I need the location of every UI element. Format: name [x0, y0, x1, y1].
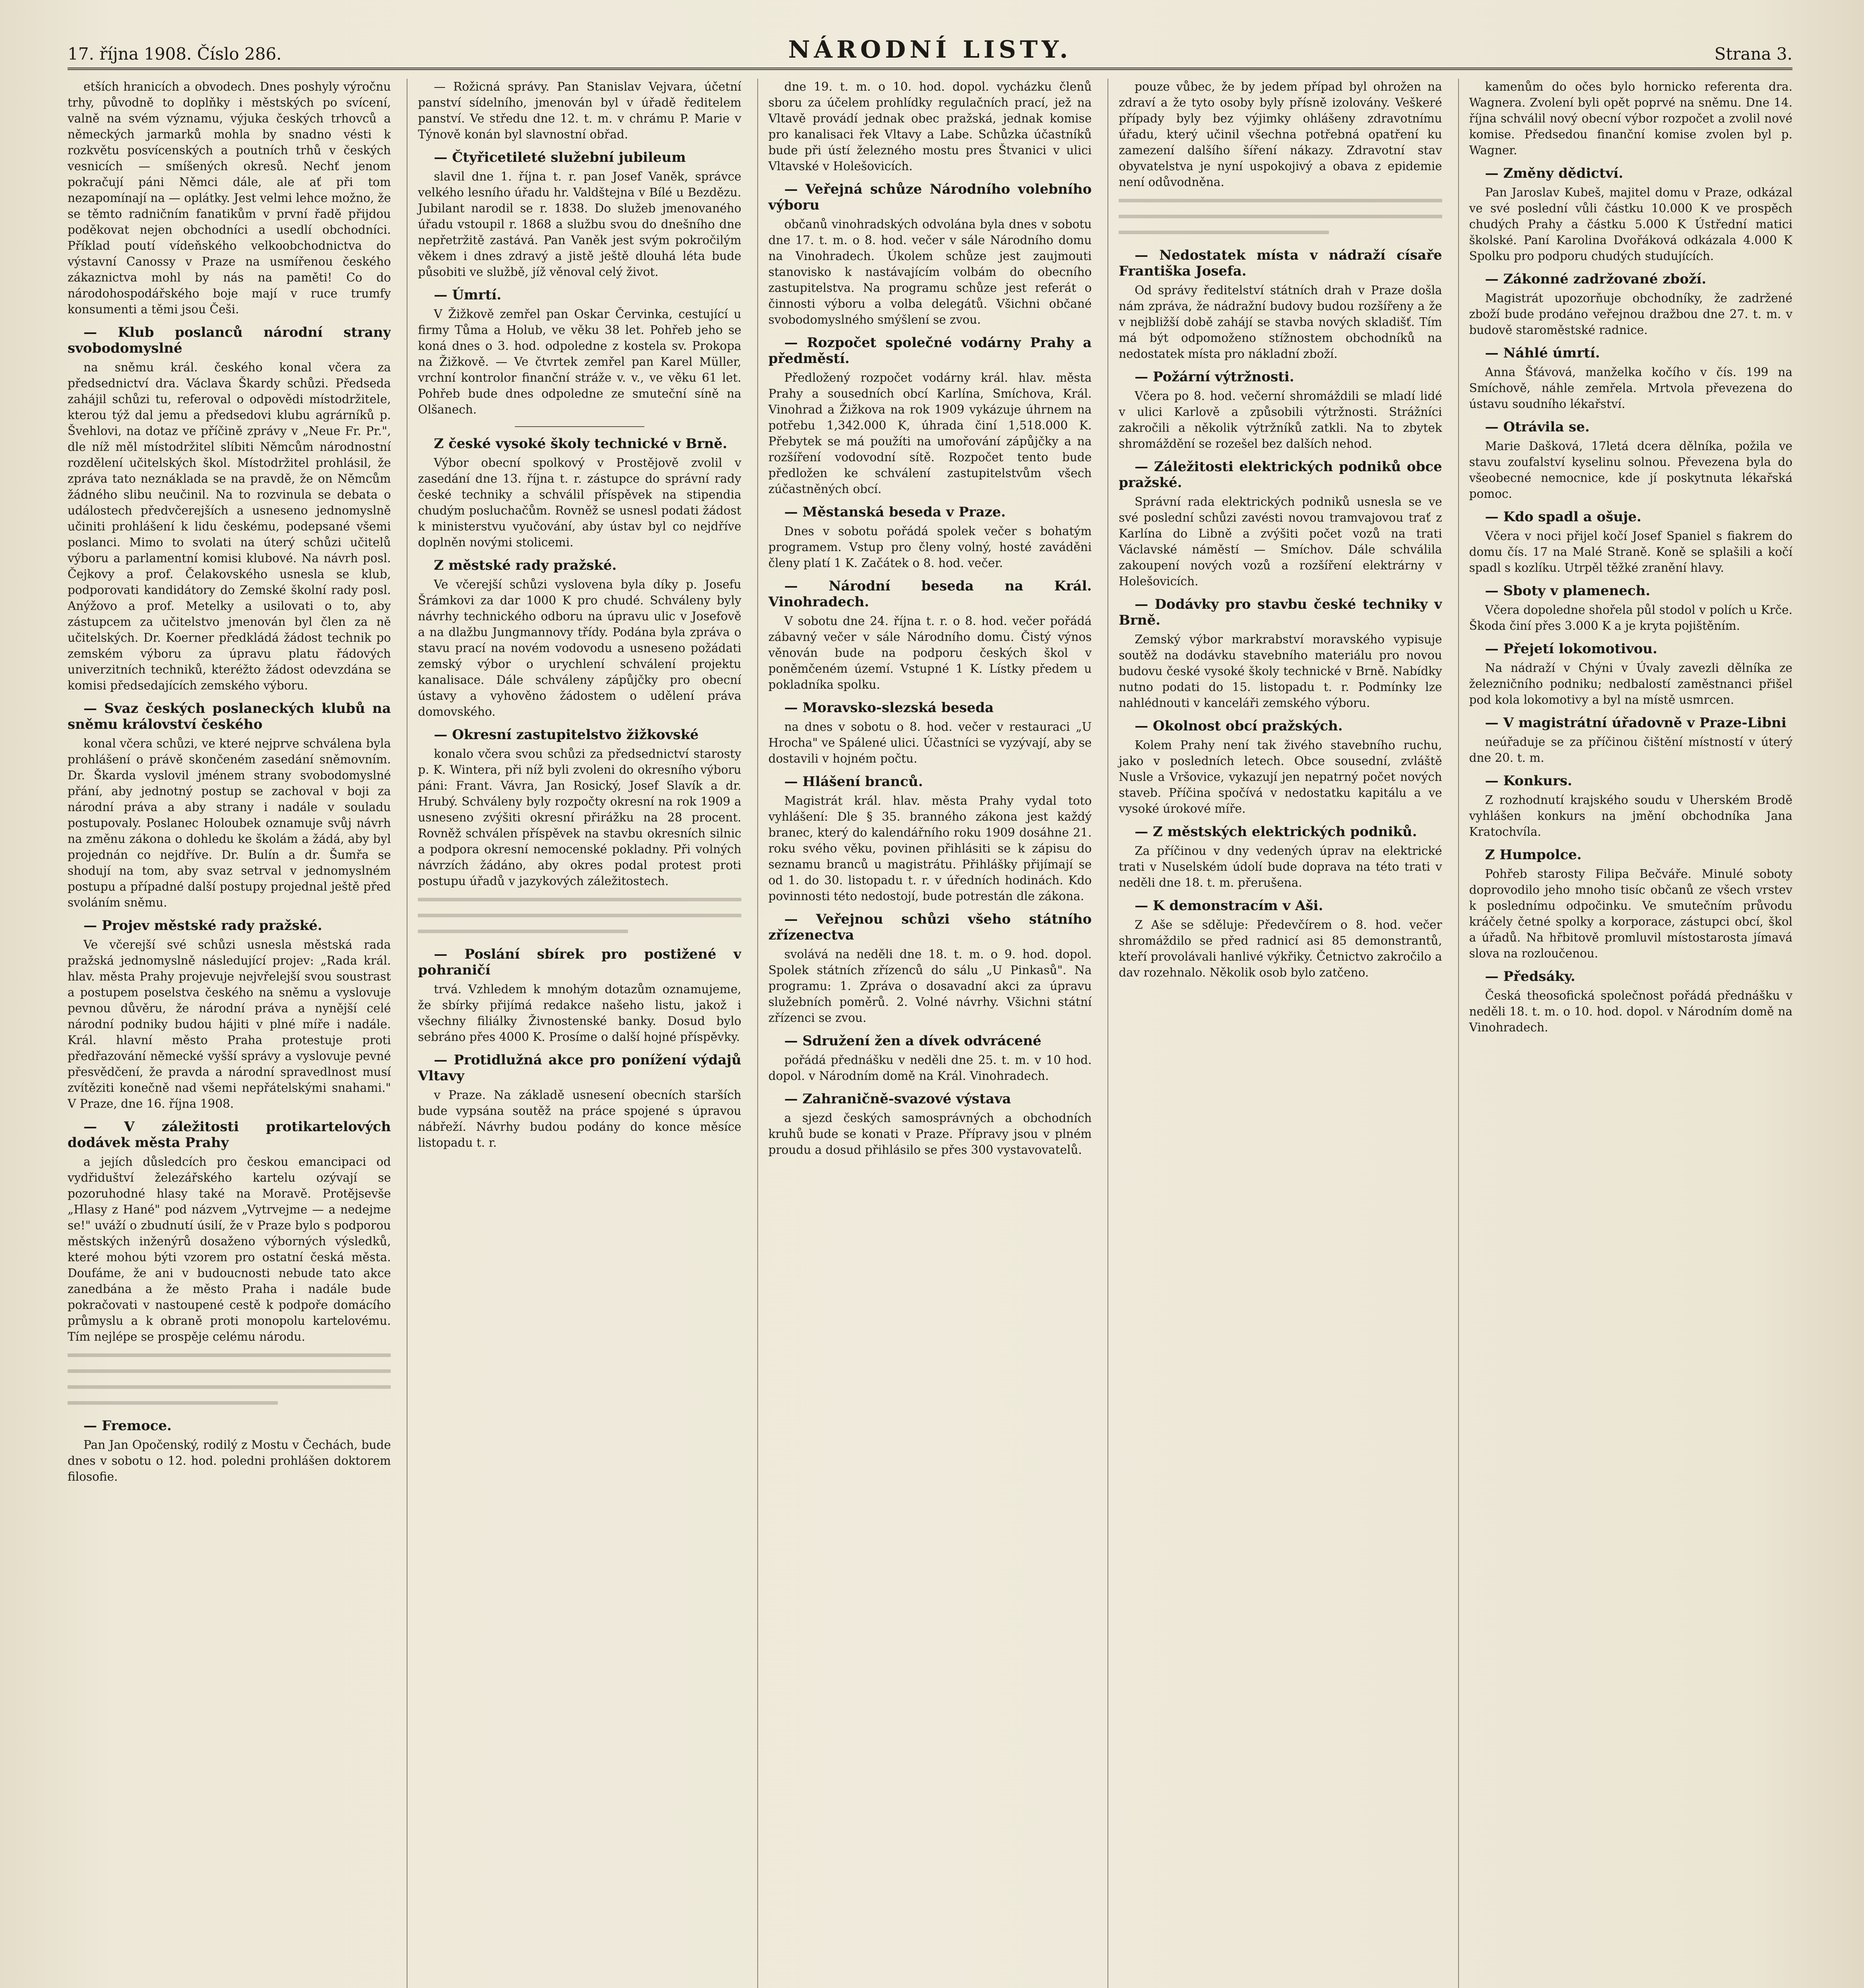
- column-2: [407, 79, 741, 1988]
- article-text: pořádá přednášku v neděli dne 25. t. m. v 10 hod. dopol. v Národním domě na Král. Vinohradech.: [768, 1053, 1092, 1083]
- article-text: Zemský výbor markrabství moravského vypisuje soutěž na dodávku stavebního materiálu pro novou budovu české vysoké školy technické v Brně. Nabídky nutno podati do 15. listopadu t. r. Podmínky lze nahlédnouti v kanceláři zemského výboru.: [1119, 633, 1442, 710]
- article-heading: — Okolnost obcí pražských.: [1135, 718, 1343, 734]
- article-text: Pan Jan Opočenský, rodilý z Mostu v Čechách, bude dnes v sobotu o 12. hod. poledni prohlášen doktorem filosofie.: [68, 1438, 391, 1483]
- article-heading: — Zahraničně-svazové výstava: [784, 1091, 1011, 1107]
- article-text: občanů vinohradských odvolána byla dnes v sobotu dne 17. t. m. o 8. hod. večer v sále Národního domu na Vinohradech. Úkolem schůze jest zaujmouti stanovisko k nastávajícím volbám do obecního zastupitelstva. Na programu schůze jest referát o činnosti výboru a volba delegátů. Všichni občané svobodomyslného smýšlení se zvou.: [768, 217, 1092, 326]
- article-text: konalo včera svou schůzi za předsednictví starosty p. K. Wintera, při níž byli zvoleni do okresního výboru páni: Frant. Vávra, Jan Rosický, Josef Slavík a dr. Hrubý. Schváleny byly rozpočty okresní na rok 1909 a usneseno zvýšiti okresní přirážku na 28 procent. Rovněž schválen příspěvek na stavbu okresních silnic a podpora okresní nemocenské pokladny. Při volných návrzích žádáno, aby okres podal protest proti postupu úřadů v jazykových záležitostech.: [418, 747, 741, 888]
- illegible-line: [418, 891, 741, 907]
- article-text: a jejích důsledcích pro českou emancipaci od vydřiduštví železářského kartelu ozývají se pozoruhodné hlasy také na Moravě. Protějsevše „Hlasy z Hané" pod názvem „Vytrvejme — a nedejme se!" uváží o zbudnutí úsilí, že v Praze bylo s podporou městských inženýrů dosaženo výborných výsledků, které mohou býti vzorem pro ostatní česká města. Doufáme, že ani v budoucnosti nebude tato akce zanedbána a že město Praha i nadále bude pokračovati v nastoupené cestě k podpoře domácího průmyslu a k obraně proti monopolu kartelovému. Tím nejlépe se prospěje celému národu.: [68, 1155, 391, 1343]
- article-heading: — Hlášení branců.: [784, 774, 923, 790]
- article-text: V sobotu dne 24. října t. r. o 8. hod. večer pořádá zábavný večer v sále Národního domu. Čistý výnos věnován bude na podporu českých škol v poněmčeném území. Vstupné 1 K. Lístky předem u pokladníka spolku.: [768, 614, 1092, 691]
- page-number: Strana 3.: [1714, 44, 1792, 64]
- issue-date: 17. října 1908. Číslo 286.: [68, 44, 282, 64]
- illegible-line: [1119, 224, 1442, 240]
- article-text: Česká theosofická společnost pořádá přednášku v neděli 18. t. m. o 10. hod. dopol. v Národním domě na Vinohradech.: [1469, 989, 1793, 1034]
- illegible-line: [68, 1347, 391, 1363]
- article-text: neúřaduje se za příčinou čištění místností v úterý dne 20. t. m.: [1469, 735, 1793, 765]
- article-text: Včera v noci přijel kočí Josef Spaniel s fiakrem do domu čís. 17 na Malé Straně. Koně se splašili a kočí spadl s kozlíku. Utrpěl těžké zranění hlavy.: [1469, 529, 1793, 575]
- article-heading: — Z městských elektrických podniků.: [1135, 824, 1417, 840]
- column-4: [1108, 79, 1442, 1988]
- article-text: Ve včerejší své schůzi usnesla městská rada pražská jednomyslně následující projev: „Rada král. hlav. města Prahy projevuje nejvřelejší svou soustrast a postupem poselstva českého na sněmu a vyslovuje pevnou důvěru, že národní práva a nynější celé národní podniky budou hájiti v plné míře i nadále. Král. hlavní město Praha protestuje proti předřazování německé vyšší správy a vyslovuje pevné přesvědčení, že pravda a národní spravedlnost musí zvítěziti konečně nad všemi nepřátelskými snahami." V Praze, dne 16. října 1908.: [68, 938, 391, 1110]
- article-heading: — Národní beseda na Král. Vinohradech.: [768, 578, 1092, 610]
- article-heading: — Klub poslanců národní strany svobodomyslné: [68, 324, 391, 356]
- article-text: Dnes v sobotu pořádá spolek večer s bohatým programem. Vstup pro členy volný, hosté zaváděni členy platí 1 K. Začátek o 8. hod. večer.: [768, 524, 1092, 570]
- article-heading: — K demonstracím v Aši.: [1135, 898, 1323, 914]
- illegible-line: [418, 923, 741, 939]
- article-heading: — Záležitosti elektrických podniků obce pražské.: [1119, 459, 1442, 491]
- column-5: [1458, 79, 1792, 1988]
- article-heading: — Poslání sbírek pro postižené v pohraničí: [418, 946, 741, 978]
- article-text: Za příčinou v dny vedených úprav na elektrické trati v Nuselském údolí bude doprava na této trati v neděli dne 18. t. m. přerušena.: [1119, 844, 1442, 889]
- article-heading: — Projev městské rady pražské.: [83, 918, 322, 934]
- article-heading: — Rozpočet společné vodárny Prahy a předměstí.: [768, 335, 1092, 367]
- article-heading: — Předsáky.: [1485, 969, 1575, 984]
- article-text: konal včera schůzi, ve které nejprve schválena byla prohlášení o právě skončeném zasedání sněmovním. Dr. Škarda vyslovil jménem strany svobodomyslné přání, aby jednotný postup se zachoval v boji za národní práva a aby strany i nadále v souladu postupovaly. Poslanec Holoubek oznamuje svůj návrh na změnu zákona o dohledu ke školám a žádá, aby byl projednán co nejdříve. Dr. Bulín a dr. Šumřa se shodují na tom, aby svaz setrval v jednomyslném postupu a případné další postupy projednal ještě před svoláním sněmu.: [68, 737, 391, 909]
- article-heading: — Otrávila se.: [1485, 419, 1590, 435]
- article-text: Na nádraží v Chýni v Úvaly zavezli dělníka ze železničního podniku; nedbalostí zaměstnanci přišel pod kola lokomotivy a byl na místě usmrcen.: [1469, 661, 1793, 707]
- article-text: Pan Jaroslav Kubeš, majitel domu v Praze, odkázal ve své poslední vůli částku 10.000 K ve prospěch chudých Prahy a částku 5.000 K Ústřední matici školské. Paní Karolina Dvořáková odkázala 4.000 K Spolku pro podporu chudých studujících.: [1469, 186, 1793, 263]
- article-heading: — Svaz českých poslaneckých klubů na sněmu království českého: [68, 701, 391, 732]
- article-heading: — Kdo spadl a ošuje.: [1485, 509, 1641, 525]
- article-heading: — V magistrátní úřadovně v Praze-Libni: [1485, 715, 1786, 731]
- article-text: v Praze. Na základě usnesení obecních starších bude vypsána soutěž na práce spojené s úpravou nábřeží. Návrhy budou podány do konce měsíce listopadu t. r.: [418, 1088, 741, 1149]
- illegible-line: [68, 1395, 391, 1411]
- illegible-line: [1119, 208, 1442, 224]
- article-text: Z rozhodnutí krajského soudu v Uherském Brodě vyhlášen konkurs na jmění obchodníka Jana Kratochvíla.: [1469, 793, 1793, 839]
- article-heading: — Veřejnou schůzi všeho státního zřízenectva: [768, 911, 1092, 943]
- article-heading: — Nedostatek místa v nádraží císaře Františka Josefa.: [1119, 247, 1442, 279]
- article-heading: — Konkurs.: [1485, 773, 1572, 789]
- masthead: NÁRODNÍ LISTY.: [788, 36, 1072, 64]
- article-text: Včera po 8. hod. večerní shromáždili se mladí lidé v ulici Karlově a způsobili výtržnosti. Strážníci zakročili a několik výtržníků zatkli. Na to zbytek shromáždění se rozešel bez dalších nehod.: [1119, 389, 1442, 450]
- article-text: pouze vůbec, že by jedem případ byl ohrožen na zdraví a že tyto osoby byly přísně izolovány. Veškeré případy byly bez výjimky ohlášeny zdravotnímu úřadu, který učinil všechna potřebná opatření ku zamezení dalšího šíření nákazy. Zdravotní stav obyvatelstva je nyní uspokojivý a obava z epidemie není odůvodněna.: [1119, 80, 1442, 189]
- illegible-line: [68, 1379, 391, 1395]
- article-text: Z Aše se sděluje: Předevčírem o 8. hod. večer shromáždilo se před radnicí asi 85 demonstrantů, kteří provolávali hanlivé výkřiky. Četnictvo zakročilo a dav rozehnalo. Několik osob bylo zatčeno.: [1119, 918, 1442, 979]
- article-text: Magistrát upozorňuje obchodníky, že zadržené zboží bude prodáno veřejnou dražbou dne 27. t. m. v budově staroměstské radnice.: [1469, 291, 1793, 337]
- illegible-line: [68, 1363, 391, 1379]
- article-heading: — Fremoce.: [83, 1418, 172, 1434]
- illegible-line: [418, 907, 741, 923]
- article-text: Kolem Prahy není tak živého stavebního ruchu, jako v posledních letech. Obce sousední, zvláště Nusle a Vršovice, vykazují jen nepatrný počet nových staveb. Příčina spočívá v nedostatku kapitálu a ve vysoké úrokové míře.: [1119, 738, 1442, 815]
- article-heading: Z městské rady pražské.: [434, 557, 617, 573]
- article-heading: — Zákonné zadržované zboží.: [1485, 271, 1707, 287]
- columns: [68, 79, 1792, 1988]
- column-1: [68, 79, 391, 1988]
- article-text: Správní rada elektrických podniků usnesla se ve své poslední schůzi zavésti novou tramvajovou trať z Karlína do Libně a zvýšiti počet vozů na trati Václavské náměstí — Smíchov. Dále schválila zakoupení nových vozů a rozšíření elektrárny v Holešovicích.: [1119, 495, 1442, 588]
- page-header: [68, 28, 1792, 70]
- article-heading: — Dodávky pro stavbu české techniky v Brně.: [1119, 596, 1442, 628]
- article-heading: — Úmrtí.: [434, 287, 502, 303]
- article-text: Předložený rozpočet vodárny král. hlav. města Prahy a sousedních obcí Karlína, Smíchova, Král. Vinohrad a Žižkova na rok 1909 vykázuje úhrnem na potřebu 1,342.000 K, úhrada činí 1,518.000 K. Přebytek se má použíti na umořování zápůjčky a na rozšíření vodovodní sítě. Rozpočet tento bude předložen ke schválení zastupitelstvům všech zúčastněných obcí.: [768, 371, 1092, 496]
- article-heading: — V záležitosti protikartelových dodávek města Prahy: [68, 1119, 391, 1151]
- article-heading: — Sdružení žen a dívek odvrácené: [784, 1033, 1042, 1049]
- article-text: Výbor obecní spolkový v Prostějově zvolil v zasedání dne 13. října t. r. zástupce do správní rady české techniky a schválil příspěvek na stipendia chudým posluchačům. Rovněž se usnesl podati žádost k ministerstvu vyučování, aby ústav byl co nejdříve doplněn novými stolicemi.: [418, 456, 741, 549]
- article-heading: — Městanská beseda v Praze.: [784, 504, 1006, 520]
- article-heading: Z Humpolce.: [1485, 847, 1582, 863]
- article-text: kamenům do očes bylo hornicko referenta dra. Wagnera. Zvolení byli opět poprvé na sněmu. Dne 14. října schválil nový obecní výbor rozpočet a zvolil nové komise. Předsedou finanční komise zvolen byl p. Wagner.: [1469, 80, 1793, 157]
- article-heading: — Změny dědictví.: [1485, 165, 1623, 181]
- article-text: Magistrát král. hlav. města Prahy vydal toto vyhlášení: Dle § 35. branného zákona jest každý branec, který do kalendářního roku 1909 dosáhne 21. roku svého věku, povinen přihlásiti se k zápisu do seznamu branců u magistrátu. Přihlášky přijímají se od 1. do 30. listopadu t. r. v úředních hodinách. Kdo povinnosti této nedostojí, bude potrestán dle zákona.: [768, 794, 1092, 903]
- article-heading: — Náhlé úmrtí.: [1485, 345, 1600, 361]
- article-text: Od správy ředitelství státních drah v Praze došla nám zpráva, že nádražní budovy budou rozšířeny a že v nejbližší době zahájí se stavba nových skladišť. Tím má být odpomoženo stížnostem obchodníků na nedostatek místa pro nákladní zboží.: [1119, 283, 1442, 361]
- article-heading: — Okresní zastupitelstvo žižkovské: [434, 727, 699, 743]
- illegible-line: [1119, 192, 1442, 208]
- article-heading: Z české vysoké školy technické v Brně.: [434, 436, 727, 452]
- article-text: slavil dne 1. října t. r. pan Josef Vaněk, správce velkého lesního úřadu hr. Valdštejna v Bílé u Bezdězu. Jubilant narodil se r. 1838. Do služeb jmenovaného úřadu vstoupil r. 1868 a službu svou do dnešního dne nepřetržitě zastává. Pan Vaněk jest svým pokročilým věkem i dnes zdravý a jistě ještě dlouhá léta bude působiti ve službě, jíž věnoval celý život.: [418, 170, 741, 279]
- article-heading: — Čtyřicetileté služební jubileum: [434, 149, 686, 165]
- article-heading: — Veřejná schůze Národního volebního výboru: [768, 181, 1092, 213]
- article-text: trvá. Vzhledem k mnohým dotazům oznamujeme, že sbírky přijímá redakce našeho listu, jakož i všechny filiálky Živnostenské banky. Dosud bylo sebráno přes 4000 K. Prosíme o další hojné příspěvky.: [418, 982, 741, 1044]
- article-text: — Rožicná správy. Pan Stanislav Vejvara, účetní panství sídelního, jmenován byl v úřadě ředitelem panství. Ve středu dne 12. t. m. v chrámu P. Marie v Týnově konán byl slavnostní obřad.: [418, 80, 741, 141]
- article-text: na sněmu král. českého konal včera za předsednictví dra. Václava Škardy schůzi. Předseda zahájil schůzi tu, referoval o odpovědi místodržitele, kterou týž dal jemu a předsedovi klubu agrárníků p. Švehlovi, na dotaz ve příčině zprávy v „Neue Fr. Pr.", dle níž měl místodržitel slíbiti Němcům národnostní rozdělení učitelských škol. Místodržitel prohlásil, že zpráva tato neznáklada se na pravdě, že on Němcům žádného slibu neučinil. Na to rozvinula se debata o událostech předvčerejších a usneseno jednomyslně učiniti prohlášení k lidu českému, podepsané všemi poslanci. Mimo to svolati na úterý schůzi učitelů výboru a parlamentní komisi klubové. Na návrh posl. Čejkovy a prof. Čelakovského usnesla se klub, podporovati kandidátory do Zemské školní rady posl. Anýžovo a prof. Metelky a usilovati o to, aby zástupcem za učitelstvo jmenován byl člen za ně učitelských. Dr. Koerner předkládá žádost technik po zemském výboru za úpravu platu řádových univerzitních techniků, kteréžto žádost odevzdána se komisi předsedajících zemského výboru.: [68, 361, 391, 692]
- article-heading: — Požární výtržnosti.: [1135, 369, 1294, 385]
- article-heading: — Sboty v plamenech.: [1485, 583, 1651, 599]
- article-text: Pohřeb starosty Filipa Bečváře. Minulé soboty doprovodilo jeho mnoho tisíc občanů ze všech vrstev k poslednímu odpočinku. Ve smutečním průvodu kráčely četné spolky a korporace, zástupci obcí, škol a úřadů. Na hřbitově promluvil místostarosta jímavá slova na rozloučenou.: [1469, 867, 1793, 960]
- article-text: Anna Šťávová, manželka kočího v čís. 199 na Smíchově, náhle zemřela. Mrtvola převezena do ústavu soudního lékařství.: [1469, 365, 1793, 411]
- article-text: etších hranicích a obvodech. Dnes poshyly výročnu trhy, původně to doplňky i městských po svícení, valně na svém významu, výjuka českých trhovců a německých jarmarků mohla by snadno vésti k rozkvětu posvícenských a poutních trhů v českých vesnicích — smíšených okresů. Nechť jenom pokračují páni Němci dále, ale ať při tom nezapomínají na — oplátky. Jest velmi lehce možno, že se těmto radničním fanatikům v první řadě přijdou poděkovat nejen obchodníci a usedlí obchodníci. Příklad poutí vídeňského velkoobchodnictva do výstavní Canossy v Praze na usmířenou českého zákaznictva mohl by nás na paměti! Co do národohospodářského boje mají v ruce trumfy konsumenti a těmi jsou Češi.: [68, 80, 391, 316]
- article-text: na dnes v sobotu o 8. hod. večer v restauraci „U Hrocha" ve Spálené ulici. Účastníci se vyzývají, aby se dostavili v hojném počtu.: [768, 720, 1092, 765]
- article-heading: — Protidlužná akce pro ponížení výdajů Vltavy: [418, 1052, 741, 1084]
- article-text: Včera dopoledne shořela půl stodol v polích u Krče. Škoda činí přes 3.000 K a je kryta pojištěním.: [1469, 603, 1793, 633]
- article-text: Ve včerejší schůzi vyslovena byla díky p. Josefu Šrámkovi za dar 1000 K pro chudé. Schváleny byly návrhy technického odboru na úpravu ulic v Josefově a na dlažbu Jungmannovy třídy. Podána byla zpráva o stavu prací na novém vodovodu a usneseno požádati zemský výbor o urychlení schválení projektu kanalisace. Dále schváleny zápůjčky pro obecní ústavy a vyhověno žádostem o udělení práva domovského.: [418, 578, 741, 718]
- column-3: [757, 79, 1092, 1988]
- article-text: a sjezd českých samosprávných a obchodních kruhů bude se konati v Praze. Přípravy jsou v plném proudu a dosud přihlásilo se přes 300 vystavovatelů.: [768, 1111, 1092, 1157]
- article-text: svolává na neděli dne 18. t. m. o 9. hod. dopol. Spolek státních zřízenců do sálu „U Pinkasů". Na programu: 1. Zpráva o dosavadní akci za úpravu služebních poměrů. 2. Volné návrhy. Všichni státní zřízenci se zvou.: [768, 947, 1092, 1025]
- article-heading: — Přejetí lokomotivou.: [1485, 641, 1658, 657]
- divider: [515, 426, 644, 427]
- article-text: dne 19. t. m. o 10. hod. dopol. vycházku členů sboru za účelem prohlídky regulačních prací, jež na Vltavě provádí jednak obec pražská, jednak komise pro kanalisaci řek Vltavy a Labe. Schůzka účastníků bude při ústí železného mostu pres Štvanici v ulici Vltavské v Holešovicích.: [768, 80, 1092, 173]
- article-text: V Žižkově zemřel pan Oskar Červinka, cestující u firmy Tůma a Holub, ve věku 38 let. Pohřeb jeho se koná dnes o 3. hod. odpoledne z kostela sv. Prokopa na Žižkově. — Ve čtvrtek zemřel pan Karel Müller, vrchní kontrolor finanční stráže v. v., ve věku 61 let. Pohřeb bude dnes odpoledne ze smuteční síně na Olšanech.: [418, 307, 741, 416]
- article-text: Marie Dašková, 17letá dcera dělníka, požila ve stavu zoufalství kyselinu solnou. Převezena byla do všeobecné nemocnice, kde jí poskytnuta lékařská pomoc.: [1469, 439, 1793, 501]
- article-heading: — Moravsko-slezská beseda: [784, 700, 994, 716]
